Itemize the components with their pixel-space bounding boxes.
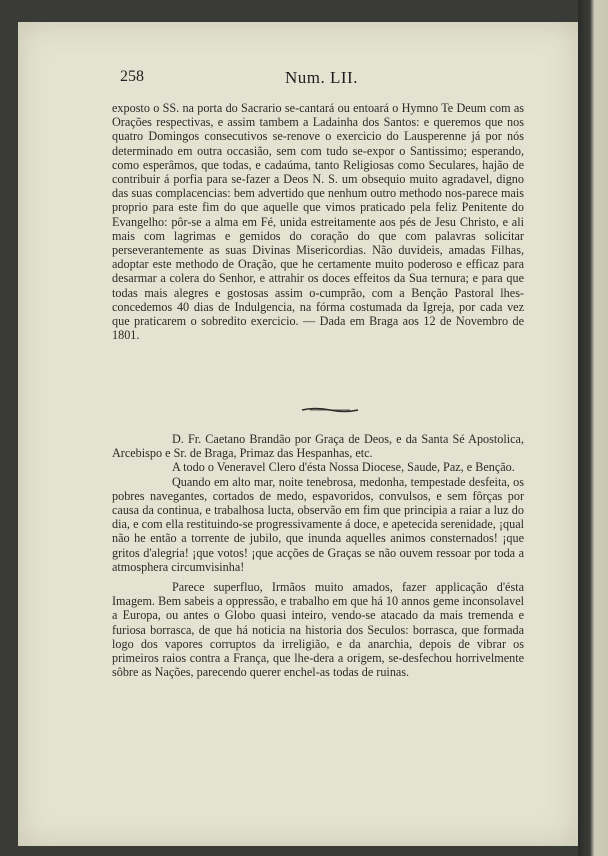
pastoral-letter-section [112, 432, 524, 679]
section-divider [300, 406, 360, 414]
issue-title: Num. LII. [285, 68, 358, 87]
decree-paragraph: exposto o SS. na porta do Sacrario se-cantará ou entoará o Hymno Te Deum com as Orações respectivas, e assim tambem a Ladainha dos Santos: e queremos que nos quatro Domingos consecutivos se-renove o exercicio do Lausperenne já por nós determinado em outra occasião, sem com tudo se-expor o Santissimo; esperando, como esperâmos, que todas, e cadaúma, tanto Religiosas como Seculares, hajão de contribuir á porfia para se-fazer a Deos N. S. um obsequio muito agradavel, digno das suas complacencias: bem advertido que nenhum outro methodo nos-parece mais proprio para este fim do que aquelle que vimos praticado pela feliz Penitente do Evangelho: pôr-se a alma em Fé, unida estreitamente aos pés de Jesu Christo, e ali mais com lagrimas e gemidos do coração do que com palavras solicitar perseverantemente as suas Divinas Misericordias. Não duvideis, amadas Filhas, adoptar este methodo de Oração, que he certamente muito poderoso e efficaz para desarmar a colera do Senhor, e attrahir os doces effeitos da Sua ternura; e para que todas mais alegres e gostosas assim o-cumprão, com a Benção Pastoral lhes-concedemos 40 dias de Indulgencia, na fórma costumada da Igreja, por cada vez que praticarem o sobredito exercicio. — Dada em Braga aos 12 de Novembro de 1801. [112, 101, 524, 343]
archbishop-title: D. Fr. Caetano Brandão por Graça de Deos, e da Santa Sé Apostolica, Arcebispo e Sr. de Braga, Primaz das Hespanhas, etc. [112, 432, 524, 461]
page-number: 258 [120, 68, 144, 85]
book-spine-edge [578, 0, 608, 856]
europe-paragraph: Parece superfluo, Irmãos muito amados, fazer applicação d'ésta Imagem. Bem sabeis a oppressão, e trabalho em que há 10 annos geme inconsolavel a Europa, ou antes o Globo quasi inteiro, vendo-se atacado da mais tremenda e furiosa borrasca, de que há noticia na historia dos Seculos: borrasca, que formada logo dos vapores corruptos da irreligião, e da anarchia, depois de vibrar os primeiros raios contra a França, que lhe-dera a origem, se-desfechou horrivelmente sôbre as Nações, parecendo querer enchel-as todas de ruinas. [112, 580, 524, 680]
decree-ending-section [112, 101, 524, 342]
storm-paragraph: Quando em alto mar, noite tenebrosa, medonha, tempestade desfeita, os pobres navegantes, cortados de medo, espavoridos, convulsos, e sem fôrças por causa da continua, e trabalhosa lucta, observão em fim que principia a raiar a luz do dia, e com ella restituindo-se progressivamente á doce, e apetecida serenidade, ¡qual não he então a torrente de jubilo, que inunda aquelles animos consternados! ¡que gritos d'alegria! ¡que votos! ¡que acções de Graças se não ouvem ressoar por toda a atmosphera circumvisinha! [112, 474, 524, 574]
salutation: A todo o Veneravel Clero d'ésta Nossa Diocese, Saude, Paz, e Benção. [172, 460, 515, 475]
page-header [120, 68, 520, 92]
